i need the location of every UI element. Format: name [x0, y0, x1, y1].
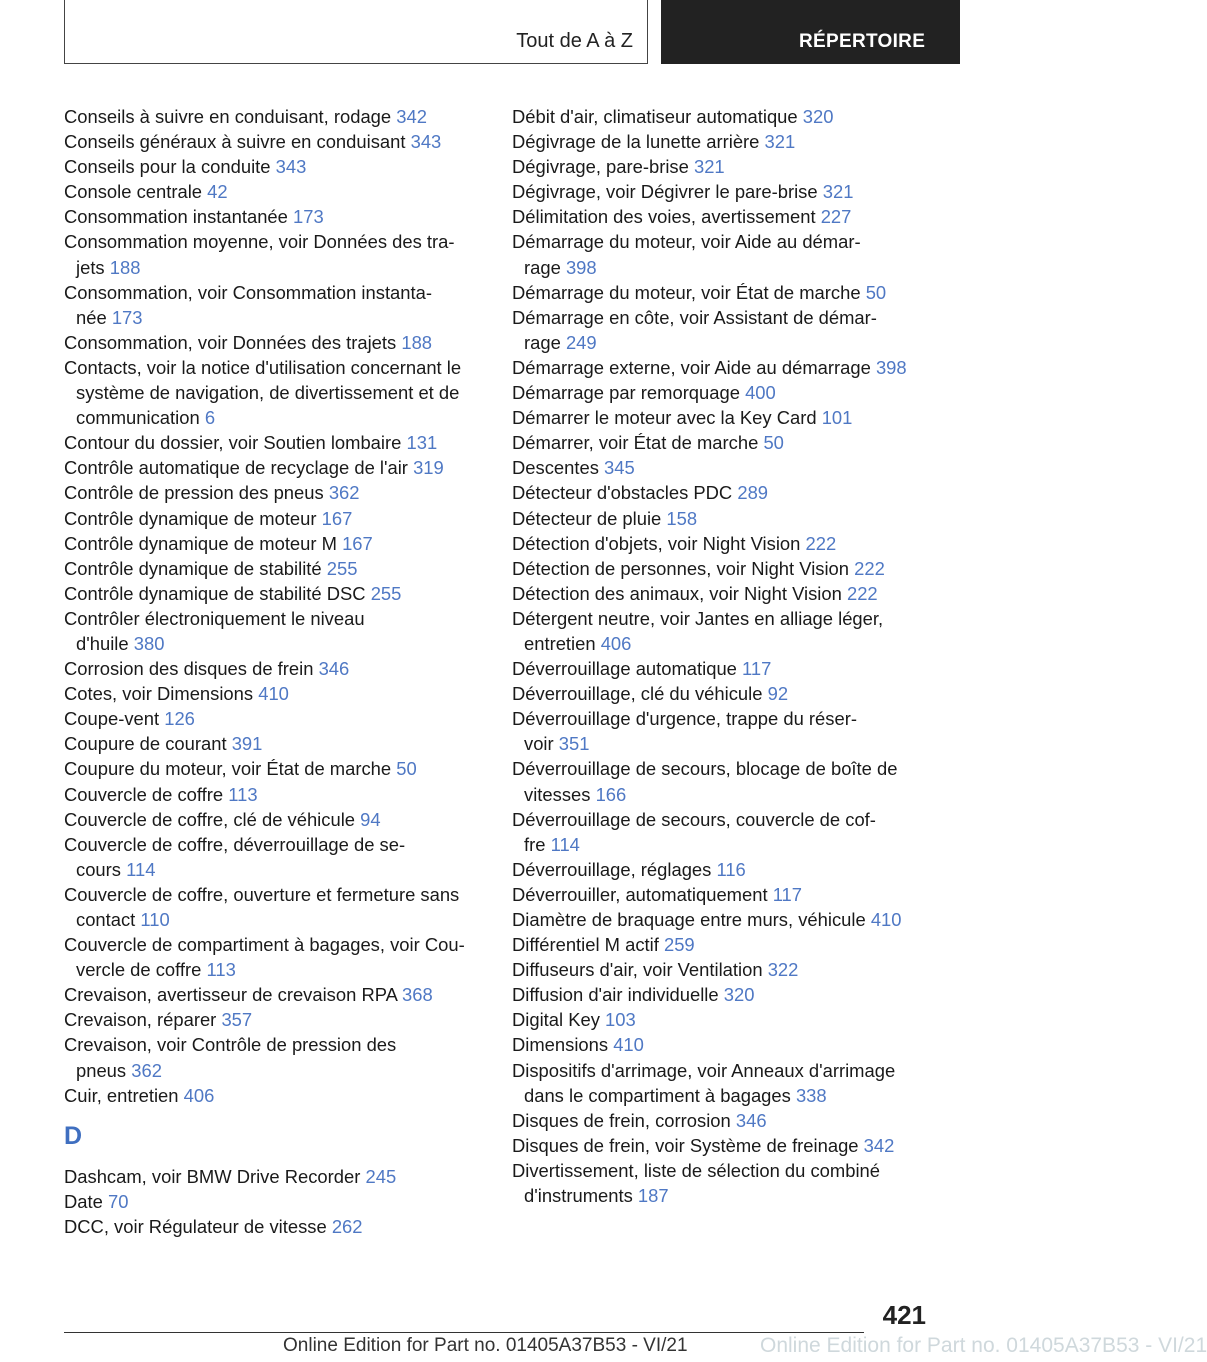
index-entry-text: Crevaison, avertisseur de crevaison RPA — [64, 984, 397, 1006]
index-entry-text: Démarrage du moteur, voir État de marche — [512, 281, 861, 303]
index-entry-text: d'huile — [76, 632, 129, 654]
page-reference-link[interactable]: 166 — [595, 783, 627, 805]
index-entry-text: Consommation moyenne, voir Données des tra- — [64, 231, 455, 253]
index-entry-text: communication — [76, 407, 200, 429]
page-reference-link[interactable]: 249 — [565, 331, 597, 353]
index-entry-text: Date — [64, 1190, 103, 1212]
page-reference-link[interactable]: 173 — [293, 206, 324, 228]
page-reference-link[interactable]: 114 — [550, 833, 580, 855]
page-reference-link[interactable]: 113 — [206, 959, 236, 981]
index-entry — [512, 405, 932, 430]
index-entry-text: Déverrouillage, réglages — [512, 858, 712, 880]
index-entry-text: née — [76, 306, 107, 328]
index-entry-text: rage — [524, 331, 561, 353]
index-entry — [512, 480, 932, 505]
index-entry — [512, 1108, 932, 1133]
index-entry — [64, 681, 484, 706]
index-entry-text: cours — [76, 858, 121, 880]
index-entry — [64, 1083, 484, 1108]
index-entry — [512, 305, 932, 355]
index-entry — [64, 1214, 484, 1239]
index-entry — [512, 1007, 932, 1032]
index-entry-text: Crevaison, réparer — [64, 1009, 217, 1031]
index-entry — [64, 455, 484, 480]
index-entry-text: Cuir, entretien — [64, 1084, 179, 1106]
index-entry-text: Débit d'air, climatiseur automatique — [512, 106, 798, 127]
index-entry-text: Couvercle de coffre, clé de véhicule — [64, 808, 356, 830]
index-entry — [64, 280, 484, 330]
index-entry-text: Digital Key — [512, 1009, 600, 1031]
index-entry-text: Démarrage en côte, voir Assistant de démar- — [512, 306, 877, 328]
index-entry-text: Démarrage externe, voir Aide au démarrage — [512, 356, 871, 378]
page-reference-link[interactable]: 368 — [402, 984, 433, 1006]
index-entry — [64, 782, 484, 807]
index-entry-text: système de navigation, de divertissement et de — [76, 382, 460, 404]
index-entry-text: Dimensions — [512, 1034, 609, 1056]
page-reference-link[interactable]: 222 — [846, 582, 878, 604]
index-entry — [64, 807, 484, 832]
index-entry — [512, 430, 932, 455]
index-entry — [64, 129, 484, 154]
index-entry — [64, 179, 484, 204]
page-reference-link[interactable]: 357 — [221, 1009, 253, 1031]
index-entry — [64, 355, 484, 430]
index-entry — [64, 480, 484, 505]
index-entry-text: Couvercle de coffre — [64, 783, 224, 805]
page-reference-link[interactable]: 410 — [258, 683, 289, 705]
index-entry-text: Contrôle dynamique de moteur — [64, 507, 317, 529]
page-reference-link[interactable]: 222 — [805, 532, 837, 554]
index-entry — [512, 656, 932, 681]
index-entry — [64, 204, 484, 229]
index-entry-text: Contrôle dynamique de stabilité DSC — [64, 582, 366, 604]
index-entry-text: Contour du dossier, voir Soutien lombaire — [64, 432, 402, 454]
page-reference-link[interactable]: 391 — [231, 733, 263, 755]
index-entry-text: Couvercle de compartiment à bagages, voir Cou- — [64, 934, 465, 956]
page-reference-link[interactable]: 117 — [742, 658, 772, 680]
index-entry — [64, 1189, 484, 1214]
index-entry — [512, 982, 932, 1007]
index-entry — [512, 1133, 932, 1158]
page-reference-link[interactable]: 94 — [360, 808, 381, 830]
page-reference-link[interactable]: 110 — [140, 909, 170, 930]
page-reference-link[interactable]: 406 — [600, 632, 632, 654]
page-reference-link[interactable]: 343 — [275, 156, 307, 178]
page-reference-link[interactable]: 362 — [131, 1059, 162, 1081]
index-entry-text: DCC, voir Régulateur de vitesse — [64, 1215, 327, 1237]
page-reference-link[interactable]: 131 — [406, 432, 438, 454]
page-reference-link[interactable]: 346 — [735, 1109, 767, 1131]
section-tab — [661, 0, 960, 64]
index-entry — [512, 756, 932, 806]
index-entry-text: Consommation, voir Consommation instanta- — [64, 281, 432, 303]
index-entry — [512, 380, 932, 405]
index-entry — [512, 104, 932, 129]
index-entry — [512, 857, 932, 882]
index-entry-text: Contacts, voir la notice d'utilisation concernant le — [64, 356, 462, 378]
page-reference-link[interactable]: 343 — [410, 131, 442, 153]
index-entry-text: Démarrage par remorquage — [512, 382, 740, 404]
index-entry — [64, 531, 484, 556]
page-reference-link[interactable]: 346 — [318, 658, 350, 680]
index-entry — [64, 1007, 484, 1032]
page-reference-link[interactable]: 342 — [863, 1134, 895, 1156]
page-reference-link[interactable]: 321 — [693, 156, 725, 178]
index-entry — [512, 129, 932, 154]
page-reference-link[interactable]: 320 — [802, 106, 834, 127]
index-entry-text: Dégivrage de la lunette arrière — [512, 131, 760, 153]
page-reference-link[interactable]: 321 — [822, 181, 854, 203]
page-reference-link[interactable]: 320 — [723, 984, 755, 1006]
index-entry — [512, 556, 932, 581]
page-reference-link[interactable]: 321 — [764, 131, 796, 153]
index-entry — [64, 756, 484, 781]
page-reference-link[interactable]: 406 — [183, 1084, 215, 1106]
page-reference-link[interactable]: 50 — [865, 281, 887, 303]
index-entry — [64, 104, 484, 129]
page-reference-link[interactable]: 398 — [565, 256, 597, 278]
page-reference-link[interactable]: 167 — [342, 532, 373, 554]
index-entry-text: Conseils généraux à suivre en conduisant — [64, 131, 406, 153]
index-entry-text: Disques de frein, voir Système de freinage — [512, 1134, 859, 1156]
page-reference-link[interactable]: 103 — [605, 1009, 636, 1031]
index-entry — [512, 1058, 932, 1108]
index-entry — [64, 832, 484, 882]
index-entry — [512, 907, 932, 932]
index-entry-text: rage — [524, 256, 561, 278]
index-entry-text: Démarrer, voir État de marche — [512, 432, 759, 454]
index-entry-text: contact — [76, 909, 136, 930]
index-entry-text: Déverrouillage d'urgence, trappe du réser- — [512, 708, 857, 730]
section-title: RÉPERTOIRE — [799, 31, 926, 52]
index-entry — [512, 531, 932, 556]
page-reference-link[interactable]: 362 — [328, 482, 360, 504]
page-reference-link[interactable]: 400 — [745, 382, 776, 404]
index-entry — [64, 882, 484, 932]
index-entry — [64, 1032, 484, 1082]
index-entry-text: Détection des animaux, voir Night Vision — [512, 582, 842, 604]
index-entry-text: Dashcam, voir BMW Drive Recorder — [64, 1165, 361, 1187]
index-entry-text: voir — [524, 733, 554, 755]
index-entry — [512, 932, 932, 957]
index-entry-text: Conseils pour la conduite — [64, 156, 271, 178]
index-entry — [512, 606, 932, 656]
index-entry-text: fre — [524, 833, 546, 855]
page-reference-link[interactable]: 50 — [396, 758, 417, 780]
page-reference-link[interactable]: 338 — [795, 1084, 827, 1106]
page-reference-link[interactable]: 70 — [107, 1190, 129, 1212]
index-entry-text: d'instruments — [524, 1185, 633, 1207]
index-entry — [512, 506, 932, 531]
index-entry-text: Déverrouiller, automatiquement — [512, 883, 768, 905]
index-entry-text: Diamètre de braquage entre murs, véhicule — [512, 909, 866, 930]
page-reference-link[interactable]: 167 — [321, 507, 353, 529]
index-entry-text: Descentes — [512, 457, 599, 479]
index-entry-text: entretien — [524, 632, 596, 654]
index-entry-text: vitesses — [524, 783, 591, 805]
index-entry-text: Détection de personnes, voir Night Vision — [512, 557, 850, 579]
index-entry-text: Conseils à suivre en conduisant, rodage — [64, 106, 392, 127]
footer-divider — [64, 1332, 864, 1333]
index-entry-text: Diffuseurs d'air, voir Ventilation — [512, 959, 763, 981]
index-entry-text: Démarrage du moteur, voir Aide au démar- — [512, 231, 861, 253]
index-entry — [512, 681, 932, 706]
page-reference-link[interactable]: 255 — [370, 582, 402, 604]
index-entry-text: Coupe-vent — [64, 708, 160, 730]
page-reference-link[interactable]: 187 — [637, 1185, 669, 1207]
index-entry — [512, 581, 932, 606]
page-reference-link[interactable]: 101 — [821, 407, 853, 429]
page-reference-link[interactable]: 342 — [396, 106, 427, 127]
index-entry — [512, 229, 932, 279]
index-entry — [512, 807, 932, 857]
chapter-tab — [64, 0, 648, 64]
page-reference-link[interactable]: 117 — [772, 883, 803, 905]
page-reference-link[interactable]: 222 — [854, 557, 885, 579]
index-list-right — [512, 104, 932, 1208]
index-entry — [64, 606, 484, 656]
page-reference-link[interactable]: 289 — [737, 482, 769, 504]
page-reference-link[interactable]: 173 — [111, 306, 143, 328]
index-entry — [64, 932, 484, 982]
index-entry-text: Corrosion des disques de frein — [64, 658, 314, 680]
page-reference-link[interactable]: 188 — [401, 331, 433, 353]
index-entry — [512, 1032, 932, 1057]
index-entry — [64, 430, 484, 455]
index-entry — [64, 731, 484, 756]
index-entry — [64, 1164, 484, 1189]
index-entry-text: Contrôler électroniquement le niveau — [64, 607, 365, 629]
index-entry — [512, 706, 932, 756]
page-reference-link[interactable]: 42 — [207, 181, 228, 203]
index-entry-text: Contrôle automatique de recyclage de l'air — [64, 457, 408, 479]
page-reference-link[interactable]: 245 — [365, 1165, 397, 1187]
index-list-d — [64, 1164, 484, 1239]
footer-edition-text: Online Edition for Part no. 01405A37B53 - VI/21 — [283, 1335, 688, 1356]
page-reference-link[interactable]: 410 — [613, 1034, 644, 1056]
index-entry-text: Déverrouillage de secours, couvercle de cof- — [512, 808, 876, 830]
index-entry — [64, 982, 484, 1007]
index-entry — [512, 204, 932, 229]
section-letter: D — [64, 1121, 83, 1150]
index-entry-text: jets — [76, 256, 105, 278]
index-entry — [512, 355, 932, 380]
index-entry-text: Crevaison, voir Contrôle de pression des — [64, 1034, 397, 1056]
page-reference-link[interactable]: 380 — [133, 632, 165, 654]
index-entry — [64, 330, 484, 355]
page-reference-link[interactable]: 6 — [204, 407, 216, 429]
page-reference-link[interactable]: 227 — [820, 206, 852, 228]
index-entry — [512, 179, 932, 204]
index-entry-text: Détecteur d'obstacles PDC — [512, 482, 733, 504]
index-entry-text: Détecteur de pluie — [512, 507, 662, 529]
index-entry-text: Déverrouillage, clé du véhicule — [512, 683, 763, 705]
index-entry — [512, 455, 932, 480]
index-entry-text: Diffusion d'air individuelle — [512, 984, 719, 1006]
index-entry — [512, 882, 932, 907]
index-entry-text: Dégivrage, pare-brise — [512, 156, 689, 178]
page-reference-link[interactable]: 126 — [164, 708, 195, 730]
index-entry-text: Délimitation des voies, avertissement — [512, 206, 816, 228]
index-entry-text: Consommation, voir Données des trajets — [64, 331, 397, 353]
index-entry-text: Divertissement, liste de sélection du combiné — [512, 1159, 880, 1181]
page-number: 421 — [882, 1300, 926, 1330]
index-entry-text: dans le compartiment à bagages — [524, 1084, 791, 1106]
chapter-title: Tout de A à Z — [516, 30, 633, 52]
page-reference-link[interactable]: 259 — [663, 934, 695, 956]
index-entry-text: Couvercle de coffre, déverrouillage de se- — [64, 833, 406, 855]
page-reference-link[interactable]: 262 — [331, 1215, 363, 1237]
index-entry-text: Consommation instantanée — [64, 206, 288, 228]
page-reference-link[interactable]: 255 — [326, 557, 358, 579]
index-entry — [512, 957, 932, 982]
index-entry-text: Détection d'objets, voir Night Vision — [512, 532, 801, 554]
page-reference-link[interactable]: 92 — [767, 683, 789, 705]
index-entry-text: Déverrouillage automatique — [512, 658, 737, 680]
page-reference-link[interactable]: 398 — [875, 356, 907, 378]
index-entry — [64, 229, 484, 279]
page-reference-link[interactable]: 351 — [558, 733, 590, 755]
page-reference-link[interactable]: 188 — [109, 256, 141, 278]
page-reference-link[interactable]: 345 — [604, 457, 635, 479]
index-entry-text: Contrôle dynamique de stabilité — [64, 557, 322, 579]
index-entry-text: Couvercle de coffre, ouverture et fermeture sans — [64, 883, 460, 905]
index-entry-text: Détergent neutre, voir Jantes en alliage léger, — [512, 607, 884, 629]
page-reference-link[interactable]: 410 — [870, 909, 902, 930]
index-entry-text: Cotes, voir Dimensions — [64, 683, 254, 705]
index-entry — [64, 581, 484, 606]
page-reference-link[interactable]: 114 — [126, 858, 156, 880]
index-entry-text: Contrôle de pression des pneus — [64, 482, 324, 504]
index-entry-text: Contrôle dynamique de moteur M — [64, 532, 337, 554]
index-entry-text: Coupure de courant — [64, 733, 227, 755]
page-reference-link[interactable]: 116 — [716, 858, 746, 880]
index-column-right — [512, 104, 932, 1208]
page-reference-link[interactable]: 50 — [763, 432, 784, 454]
index-entry-text: Coupure du moteur, voir État de marche — [64, 758, 392, 780]
index-entry — [64, 154, 484, 179]
index-list-c — [64, 104, 484, 1108]
index-entry — [64, 706, 484, 731]
index-entry-text: Démarrer le moteur avec la Key Card — [512, 407, 817, 429]
index-entry-text: Déverrouillage de secours, blocage de boîte de — [512, 758, 898, 780]
index-entry-text: Console centrale — [64, 181, 203, 203]
index-entry-text: Différentiel M actif — [512, 934, 659, 956]
index-entry — [64, 556, 484, 581]
index-entry-text: Dégivrage, voir Dégivrer le pare-brise — [512, 181, 818, 203]
page-reference-link[interactable]: 319 — [413, 457, 444, 479]
index-entry — [512, 280, 932, 305]
index-entry-text: Disques de frein, corrosion — [512, 1109, 731, 1131]
page-reference-link[interactable]: 158 — [666, 507, 698, 529]
index-entry-text: vercle de coffre — [76, 959, 202, 981]
page-reference-link[interactable]: 322 — [767, 959, 799, 981]
index-entry — [64, 656, 484, 681]
index-entry — [512, 154, 932, 179]
footer-watermark: Online Edition for Part no. 01405A37B53 - VI/21 — [760, 1334, 1207, 1357]
index-column-left — [64, 104, 484, 1239]
index-entry — [512, 1158, 932, 1208]
index-entry — [64, 506, 484, 531]
index-entry-text: Dispositifs d'arrimage, voir Anneaux d'arrimage — [512, 1059, 896, 1081]
page-reference-link[interactable]: 113 — [228, 783, 258, 805]
index-entry-text: pneus — [76, 1059, 127, 1081]
